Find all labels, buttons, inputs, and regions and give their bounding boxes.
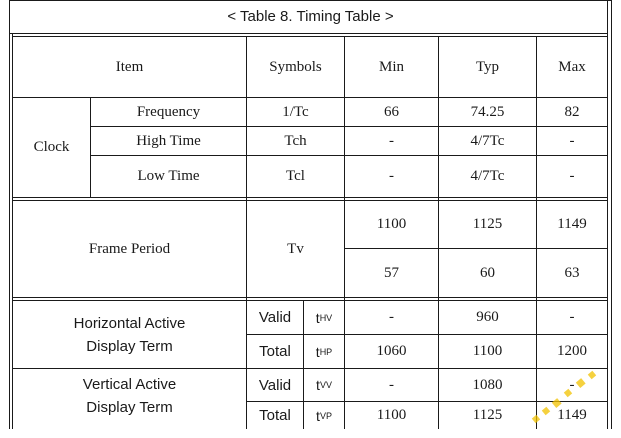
frame-row2-max: 63 [564, 264, 580, 281]
clock-hightime-typ: 4/7Tc [470, 132, 505, 149]
header-item: Item [115, 58, 144, 75]
vertical-valid-symbol [304, 369, 344, 401]
clock-frequency-min: 66 [384, 103, 399, 120]
horizontal-total-symbol [304, 335, 344, 368]
table-caption: < Table 8. Timing Table > [227, 8, 394, 25]
frame-row2-typ: 60 [480, 264, 495, 281]
clock-frequency-max: 82 [564, 103, 580, 120]
vertical-total-symbol [304, 402, 344, 429]
clock-lowtime-typ: 4/7Tc [470, 168, 505, 184]
horizontal-total-min: 1060 [376, 343, 407, 359]
clock-lowtime-symbol: Tcl [286, 168, 305, 184]
horizontal-valid-sub: HV [319, 312, 333, 323]
horizontal-valid-symbol [304, 301, 344, 334]
clock-label: Clock [33, 139, 70, 155]
vertical-total-sym: t [316, 407, 320, 424]
horizontal-total-kind: Total [259, 343, 291, 360]
vertical-label [13, 369, 246, 429]
clock-lowtime-min: - [389, 168, 394, 184]
vertical-total-typ: 1125 [472, 407, 503, 423]
horizontal-valid-typ: 960 [476, 309, 499, 325]
frame-row2-min: 57 [384, 264, 399, 281]
vertical-valid-min: - [389, 376, 394, 393]
clock-lowtime-name: Low Time [137, 168, 200, 184]
vertical-label-line1: Vertical Active [82, 376, 177, 393]
clock-frequency-symbol: 1/Tc [282, 103, 309, 120]
vertical-total-max: 1149 [557, 407, 587, 423]
vertical-label-line2: Display Term [86, 399, 173, 416]
horizontal-valid-min: - [389, 309, 394, 325]
horizontal-label [13, 301, 246, 368]
horizontal-total-sym: t [315, 343, 320, 360]
frame-period-label: Frame Period [88, 240, 171, 257]
vertical-valid-sym: t [316, 377, 320, 393]
clock-hightime-max: - [569, 132, 575, 149]
vertical-valid-sub: VV [319, 380, 332, 390]
clock-hightime-symbol: Tch [284, 132, 307, 149]
clock-frequency-typ: 74.25 [470, 103, 505, 120]
horizontal-total-typ: 1100 [472, 343, 503, 359]
header-max: Max [558, 58, 586, 75]
horizontal-label-line2: Display Term [86, 337, 173, 355]
vertical-total-min: 1100 [376, 407, 407, 423]
horizontal-total-max: 1200 [557, 343, 587, 359]
vertical-valid-typ: 1080 [472, 376, 503, 393]
horizontal-label-line1: Horizontal Active [73, 314, 186, 332]
horizontal-valid-max: - [569, 309, 575, 325]
watermark-graphic [525, 368, 605, 438]
vertical-valid-max: - [569, 376, 575, 393]
frame-row1-min: 1100 [376, 216, 407, 232]
vertical-total-sub: VP [319, 410, 332, 421]
clock-hightime-name: High Time [136, 132, 201, 149]
header-symbols: Symbols [269, 58, 322, 75]
frame-row1-max: 1149 [557, 216, 587, 232]
vertical-total-kind: Total [259, 407, 291, 424]
vertical-valid-kind: Valid [258, 376, 292, 394]
frame-period-symbol: Tv [287, 240, 304, 257]
frame-row1-typ: 1125 [472, 216, 503, 232]
horizontal-valid-kind: Valid [258, 309, 292, 326]
header-typ: Typ [475, 58, 500, 75]
clock-lowtime-max: - [569, 168, 575, 184]
horizontal-valid-sym: t [315, 309, 320, 326]
header-min: Min [378, 58, 404, 75]
clock-hightime-min: - [389, 132, 394, 149]
clock-frequency-name: Frequency [136, 103, 201, 120]
horizontal-total-sub: HP [319, 346, 333, 357]
